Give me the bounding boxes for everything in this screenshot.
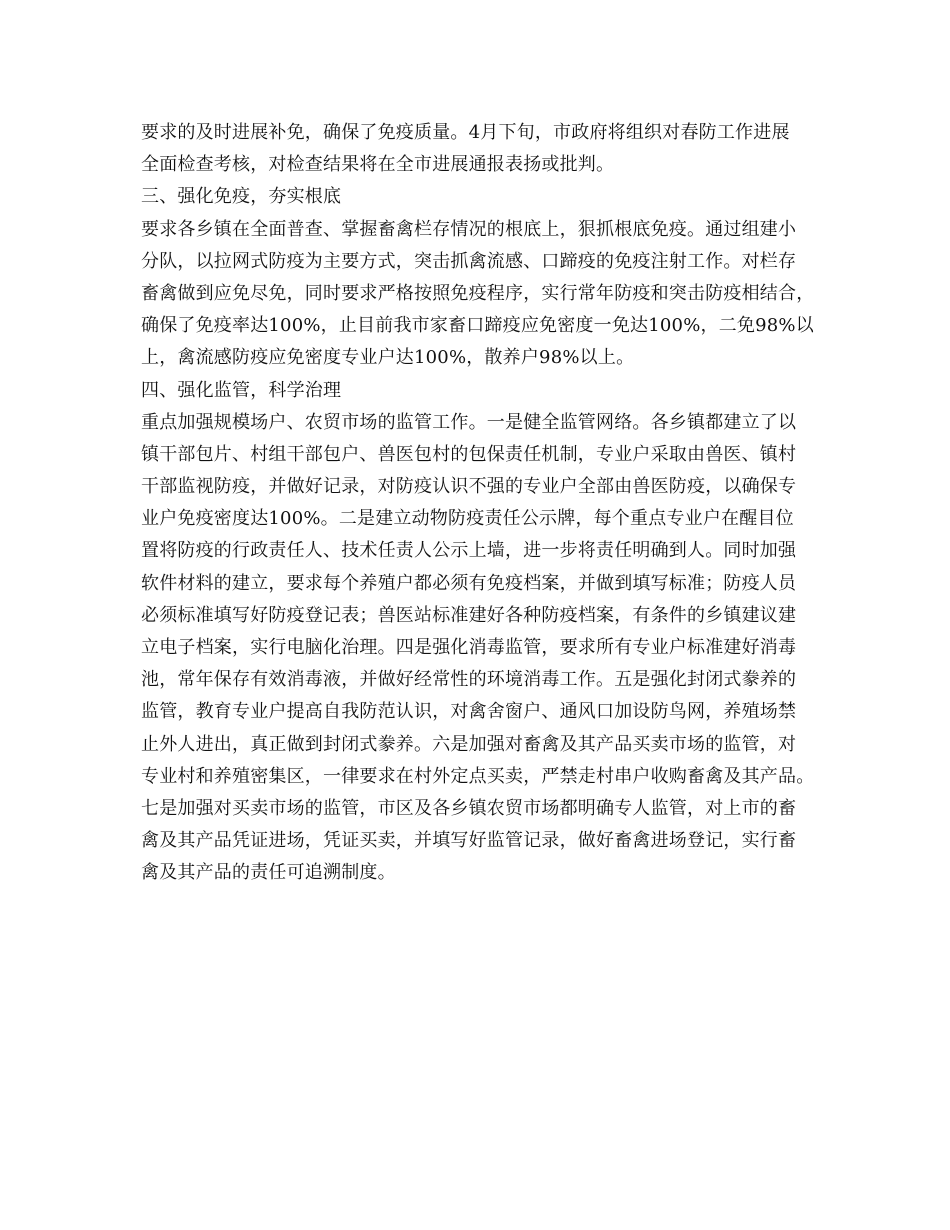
text-line: 全面检查考核，对检查结果将在全市进展通报表扬或批判。 [141, 154, 615, 176]
text-line: 干部监视防疫，并做好记录，对防疫认识不强的专业户全部由兽医防疫，以确保专 [141, 476, 797, 498]
text-line: 业户免疫密度达100%。二是建立动物防疫责任公示牌，每个重点专业户在醒目位 [141, 508, 794, 530]
text-line: 分队，以拉网式防疫为主要方式，突击抓禽流感、口蹄疫的免疫注射工作。对栏存 [141, 250, 797, 272]
text-line: 七是加强对买卖市场的监管，市区及各乡镇农贸市场都明确专人监管，对上市的畜 [141, 797, 797, 819]
text-line: 重点加强规模场户、农贸市场的监管工作。一是健全监管网络。各乡镇都建立了以 [141, 411, 797, 433]
text-line: 软件材料的建立，要求每个养殖户都必须有免疫档案，并做到填写标准；防疫人员 [141, 572, 797, 594]
text-line: 要求的及时进展补免，确保了免疫质量。4月下旬，市政府将组织对春防工作进展 [141, 122, 790, 143]
text-line: 置将防疫的行政责任人、技术任责人公示上墙，进一步将责任明确到人。同时加强 [141, 540, 797, 562]
text-line: 上，禽流感防疫应免密度专业户达100%，散养户98%以上。 [141, 347, 635, 369]
text-line: 禽及其产品的责任可追溯制度。 [141, 862, 396, 884]
text-line: 监管，教育专业户提高自我防范认识，对禽舍窗户、通风口加设防鸟网，养殖场禁 [141, 701, 797, 723]
document-body [141, 117, 831, 890]
text-line: 畜禽做到应免尽免，同时要求严格按照免疫程序，实行常年防疫和突击防疫相结合， [141, 282, 815, 304]
text-line: 禽及其产品凭证进场，凭证买卖，并填写好监管记录，做好畜禽进场登记，实行畜 [141, 830, 797, 852]
section-heading: 三、强化免疫，夯实根底 [141, 186, 342, 208]
text-line: 池，常年保存有效消毒液，并做好经常性的环境消毒工作。五是强化封闭式豢养的 [141, 669, 797, 691]
text-line: 镇干部包片、村组干部包户、兽医包村的包保责任机制，专业户采取由兽医、镇村 [141, 443, 797, 465]
text-line: 确保了免疫率达100%，止目前我市家畜口蹄疫应免密度一免达100%，二免98%以 [141, 315, 814, 337]
text-line: 必须标准填写好防疫登记表；兽医站标准建好各种防疫档案，有条件的乡镇建议建 [141, 604, 797, 626]
text-line: 止外人进出，真正做到封闭式豢养。六是加强对畜禽及其产品买卖市场的监管，对 [141, 733, 797, 755]
text-line: 专业村和养殖密集区，一律要求在村外定点买卖，严禁走村串户收购畜禽及其产品。 [141, 765, 815, 787]
section-heading: 四、强化监管，科学治理 [141, 379, 342, 401]
text-line: 立电子档案，实行电脑化治理。四是强化消毒监管，要求所有专业户标准建好消毒 [141, 637, 797, 658]
text-line: 要求各乡镇在全面普查、掌握畜禽栏存情况的根底上，狠抓根底免疫。通过组建小 [141, 218, 797, 240]
